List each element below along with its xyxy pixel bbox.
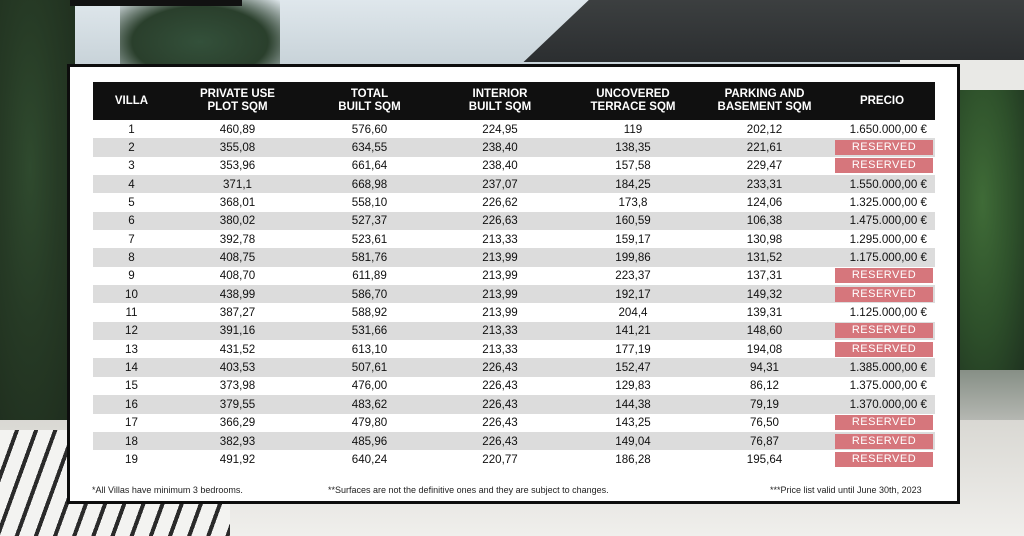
plot-sqm-cell: 431,52	[170, 340, 305, 358]
interior-built-sqm-cell: 213,99	[434, 267, 566, 285]
price-cell: 1.325.000,00 €	[829, 193, 935, 211]
column-header-line1: PRIVATE USE	[200, 88, 275, 100]
interior-built-sqm-cell: 226,62	[434, 193, 566, 211]
table-row	[93, 395, 935, 413]
table-header	[93, 82, 935, 120]
column-header	[434, 82, 566, 120]
background-tree	[0, 0, 75, 420]
price-cell	[829, 322, 935, 340]
column-header	[93, 82, 170, 120]
villa-number-cell: 14	[93, 358, 170, 376]
plot-sqm-cell: 382,93	[170, 432, 305, 450]
price-cell: 1.295.000,00 €	[829, 230, 935, 248]
price-cell	[829, 414, 935, 432]
footnote-bedrooms: *All Villas have minimum 3 bedrooms.	[92, 485, 243, 495]
plot-sqm-cell: 408,75	[170, 248, 305, 266]
interior-built-sqm-cell: 226,43	[434, 377, 566, 395]
villa-number-cell: 6	[93, 212, 170, 230]
parking-sqm-cell: 202,12	[700, 120, 829, 138]
table-row	[93, 285, 935, 303]
interior-built-sqm-cell: 220,77	[434, 450, 566, 468]
terrace-sqm-cell: 143,25	[566, 414, 700, 432]
parking-sqm-cell: 194,08	[700, 340, 829, 358]
villa-number-cell: 16	[93, 395, 170, 413]
terrace-sqm-cell: 184,25	[566, 175, 700, 193]
reserved-badge: RESERVED	[835, 434, 933, 449]
total-built-sqm-cell: 576,60	[305, 120, 434, 138]
footnote-validity: ***Price list valid until June 30th, 2023	[770, 485, 922, 495]
total-built-sqm-cell: 507,61	[305, 358, 434, 376]
parking-sqm-cell: 86,12	[700, 377, 829, 395]
total-built-sqm-cell: 531,66	[305, 322, 434, 340]
parking-sqm-cell: 137,31	[700, 267, 829, 285]
table-row	[93, 432, 935, 450]
interior-built-sqm-cell: 226,43	[434, 358, 566, 376]
terrace-sqm-cell: 199,86	[566, 248, 700, 266]
column-header-line1: TOTAL	[350, 88, 389, 100]
price-cell	[829, 285, 935, 303]
interior-built-sqm-cell: 213,33	[434, 340, 566, 358]
table-row	[93, 377, 935, 395]
reserved-badge: RESERVED	[835, 268, 933, 283]
column-header	[170, 82, 305, 120]
background-plant	[955, 90, 1024, 370]
table-row	[93, 358, 935, 376]
villa-number-cell: 5	[93, 193, 170, 211]
price-cell	[829, 340, 935, 358]
villa-number-cell: 2	[93, 138, 170, 156]
plot-sqm-cell: 408,70	[170, 267, 305, 285]
plot-sqm-cell: 392,78	[170, 230, 305, 248]
terrace-sqm-cell: 177,19	[566, 340, 700, 358]
villa-number-cell: 3	[93, 157, 170, 175]
plot-sqm-cell: 371,1	[170, 175, 305, 193]
reserved-badge: RESERVED	[835, 323, 933, 338]
terrace-sqm-cell: 204,4	[566, 303, 700, 321]
total-built-sqm-cell: 479,80	[305, 414, 434, 432]
total-built-sqm-cell: 640,24	[305, 450, 434, 468]
reserved-badge: RESERVED	[835, 415, 933, 430]
villa-number-cell: 7	[93, 230, 170, 248]
reserved-badge: RESERVED	[835, 158, 933, 173]
table-row	[93, 157, 935, 175]
terrace-sqm-cell: 186,28	[566, 450, 700, 468]
terrace-sqm-cell: 152,47	[566, 358, 700, 376]
interior-built-sqm-cell: 213,99	[434, 303, 566, 321]
reserved-badge: RESERVED	[835, 287, 933, 302]
plot-sqm-cell: 380,02	[170, 212, 305, 230]
total-built-sqm-cell: 668,98	[305, 175, 434, 193]
table-row	[93, 267, 935, 285]
parking-sqm-cell: 76,50	[700, 414, 829, 432]
total-built-sqm-cell: 476,00	[305, 377, 434, 395]
table-row	[93, 450, 935, 468]
table-row	[93, 212, 935, 230]
table-row	[93, 175, 935, 193]
total-built-sqm-cell: 523,61	[305, 230, 434, 248]
interior-built-sqm-cell: 213,33	[434, 322, 566, 340]
column-header	[305, 82, 434, 120]
column-header-line2: BUILT SQM	[468, 101, 532, 113]
column-header	[700, 82, 829, 120]
background-palm	[120, 0, 280, 70]
villa-number-cell: 1	[93, 120, 170, 138]
price-list-table	[93, 82, 935, 469]
terrace-sqm-cell: 159,17	[566, 230, 700, 248]
header-row	[93, 82, 935, 120]
price-cell: 1.375.000,00 €	[829, 377, 935, 395]
total-built-sqm-cell: 485,96	[305, 432, 434, 450]
parking-sqm-cell: 221,61	[700, 138, 829, 156]
terrace-sqm-cell: 138,35	[566, 138, 700, 156]
plot-sqm-cell: 368,01	[170, 193, 305, 211]
parking-sqm-cell: 131,52	[700, 248, 829, 266]
villa-number-cell: 8	[93, 248, 170, 266]
interior-built-sqm-cell: 226,43	[434, 414, 566, 432]
price-cell: 1.125.000,00 €	[829, 303, 935, 321]
villa-number-cell: 17	[93, 414, 170, 432]
table-row	[93, 138, 935, 156]
column-header-line2: TERRACE SQM	[590, 101, 676, 113]
table-row	[93, 303, 935, 321]
price-cell: 1.385.000,00 €	[829, 358, 935, 376]
price-cell	[829, 267, 935, 285]
column-header-line1: VILLA	[114, 94, 149, 107]
parking-sqm-cell: 106,38	[700, 212, 829, 230]
terrace-sqm-cell: 223,37	[566, 267, 700, 285]
parking-sqm-cell: 76,87	[700, 432, 829, 450]
price-cell: 1.475.000,00 €	[829, 212, 935, 230]
total-built-sqm-cell: 634,55	[305, 138, 434, 156]
price-cell: 1.175.000,00 €	[829, 248, 935, 266]
interior-built-sqm-cell: 213,99	[434, 285, 566, 303]
villa-number-cell: 9	[93, 267, 170, 285]
column-header-line1: PRECIO	[859, 94, 905, 107]
column-header-line1: INTERIOR	[472, 88, 528, 100]
plot-sqm-cell: 438,99	[170, 285, 305, 303]
parking-sqm-cell: 195,64	[700, 450, 829, 468]
price-cell	[829, 450, 935, 468]
plot-sqm-cell: 366,29	[170, 414, 305, 432]
total-built-sqm-cell: 527,37	[305, 212, 434, 230]
total-built-sqm-cell: 558,10	[305, 193, 434, 211]
terrace-sqm-cell: 149,04	[566, 432, 700, 450]
table-row	[93, 193, 935, 211]
total-built-sqm-cell: 661,64	[305, 157, 434, 175]
column-header-line2: BUILT SQM	[338, 101, 401, 113]
parking-sqm-cell: 130,98	[700, 230, 829, 248]
terrace-sqm-cell: 119	[566, 120, 700, 138]
plot-sqm-cell: 379,55	[170, 395, 305, 413]
price-cell: 1.550.000,00 €	[829, 175, 935, 193]
plot-sqm-cell: 460,89	[170, 120, 305, 138]
parking-sqm-cell: 149,32	[700, 285, 829, 303]
interior-built-sqm-cell: 238,40	[434, 138, 566, 156]
table-row	[93, 414, 935, 432]
terrace-sqm-cell: 144,38	[566, 395, 700, 413]
villa-number-cell: 11	[93, 303, 170, 321]
column-header-line2: BASEMENT SQM	[717, 101, 812, 113]
reserved-badge: RESERVED	[835, 452, 933, 467]
parking-sqm-cell: 124,06	[700, 193, 829, 211]
price-cell	[829, 138, 935, 156]
column-header-line2: PLOT SQM	[207, 101, 268, 113]
total-built-sqm-cell: 611,89	[305, 267, 434, 285]
terrace-sqm-cell: 157,58	[566, 157, 700, 175]
parking-sqm-cell: 233,31	[700, 175, 829, 193]
parking-sqm-cell: 139,31	[700, 303, 829, 321]
interior-built-sqm-cell: 224,95	[434, 120, 566, 138]
total-built-sqm-cell: 581,76	[305, 248, 434, 266]
table-row	[93, 248, 935, 266]
plot-sqm-cell: 403,53	[170, 358, 305, 376]
price-cell	[829, 157, 935, 175]
parking-sqm-cell: 79,19	[700, 395, 829, 413]
table-row	[93, 340, 935, 358]
terrace-sqm-cell: 160,59	[566, 212, 700, 230]
terrace-sqm-cell: 141,21	[566, 322, 700, 340]
interior-built-sqm-cell: 213,99	[434, 248, 566, 266]
villa-number-cell: 10	[93, 285, 170, 303]
total-built-sqm-cell: 483,62	[305, 395, 434, 413]
parking-sqm-cell: 148,60	[700, 322, 829, 340]
column-header	[566, 82, 700, 120]
villa-number-cell: 12	[93, 322, 170, 340]
terrace-sqm-cell: 173,8	[566, 193, 700, 211]
plot-sqm-cell: 353,96	[170, 157, 305, 175]
price-list-card	[67, 64, 960, 504]
villa-number-cell: 13	[93, 340, 170, 358]
plot-sqm-cell: 373,98	[170, 377, 305, 395]
total-built-sqm-cell: 588,92	[305, 303, 434, 321]
villa-number-cell: 18	[93, 432, 170, 450]
interior-built-sqm-cell: 226,43	[434, 432, 566, 450]
price-cell: 1.370.000,00 €	[829, 395, 935, 413]
plot-sqm-cell: 491,92	[170, 450, 305, 468]
plot-sqm-cell: 387,27	[170, 303, 305, 321]
terrace-sqm-cell: 129,83	[566, 377, 700, 395]
villa-number-cell: 19	[93, 450, 170, 468]
reserved-badge: RESERVED	[835, 140, 933, 155]
price-cell: 1.650.000,00 €	[829, 120, 935, 138]
column-header-line1: UNCOVERED	[596, 88, 670, 100]
terrace-sqm-cell: 192,17	[566, 285, 700, 303]
table-row	[93, 322, 935, 340]
interior-built-sqm-cell: 213,33	[434, 230, 566, 248]
villa-number-cell: 15	[93, 377, 170, 395]
table-row	[93, 230, 935, 248]
interior-built-sqm-cell: 226,63	[434, 212, 566, 230]
total-built-sqm-cell: 586,70	[305, 285, 434, 303]
price-cell	[829, 432, 935, 450]
reserved-badge: RESERVED	[835, 342, 933, 357]
villa-number-cell: 4	[93, 175, 170, 193]
table-body	[93, 120, 935, 469]
plot-sqm-cell: 391,16	[170, 322, 305, 340]
footnote-surfaces: **Surfaces are not the definitive ones and they are subject to changes.	[328, 485, 609, 495]
total-built-sqm-cell: 613,10	[305, 340, 434, 358]
plot-sqm-cell: 355,08	[170, 138, 305, 156]
interior-built-sqm-cell: 226,43	[434, 395, 566, 413]
parking-sqm-cell: 94,31	[700, 358, 829, 376]
column-header-line1: PARKING AND	[724, 88, 805, 100]
parking-sqm-cell: 229,47	[700, 157, 829, 175]
background-top-bar	[70, 0, 242, 6]
interior-built-sqm-cell: 238,40	[434, 157, 566, 175]
column-header	[829, 82, 935, 120]
table-row	[93, 120, 935, 138]
interior-built-sqm-cell: 237,07	[434, 175, 566, 193]
